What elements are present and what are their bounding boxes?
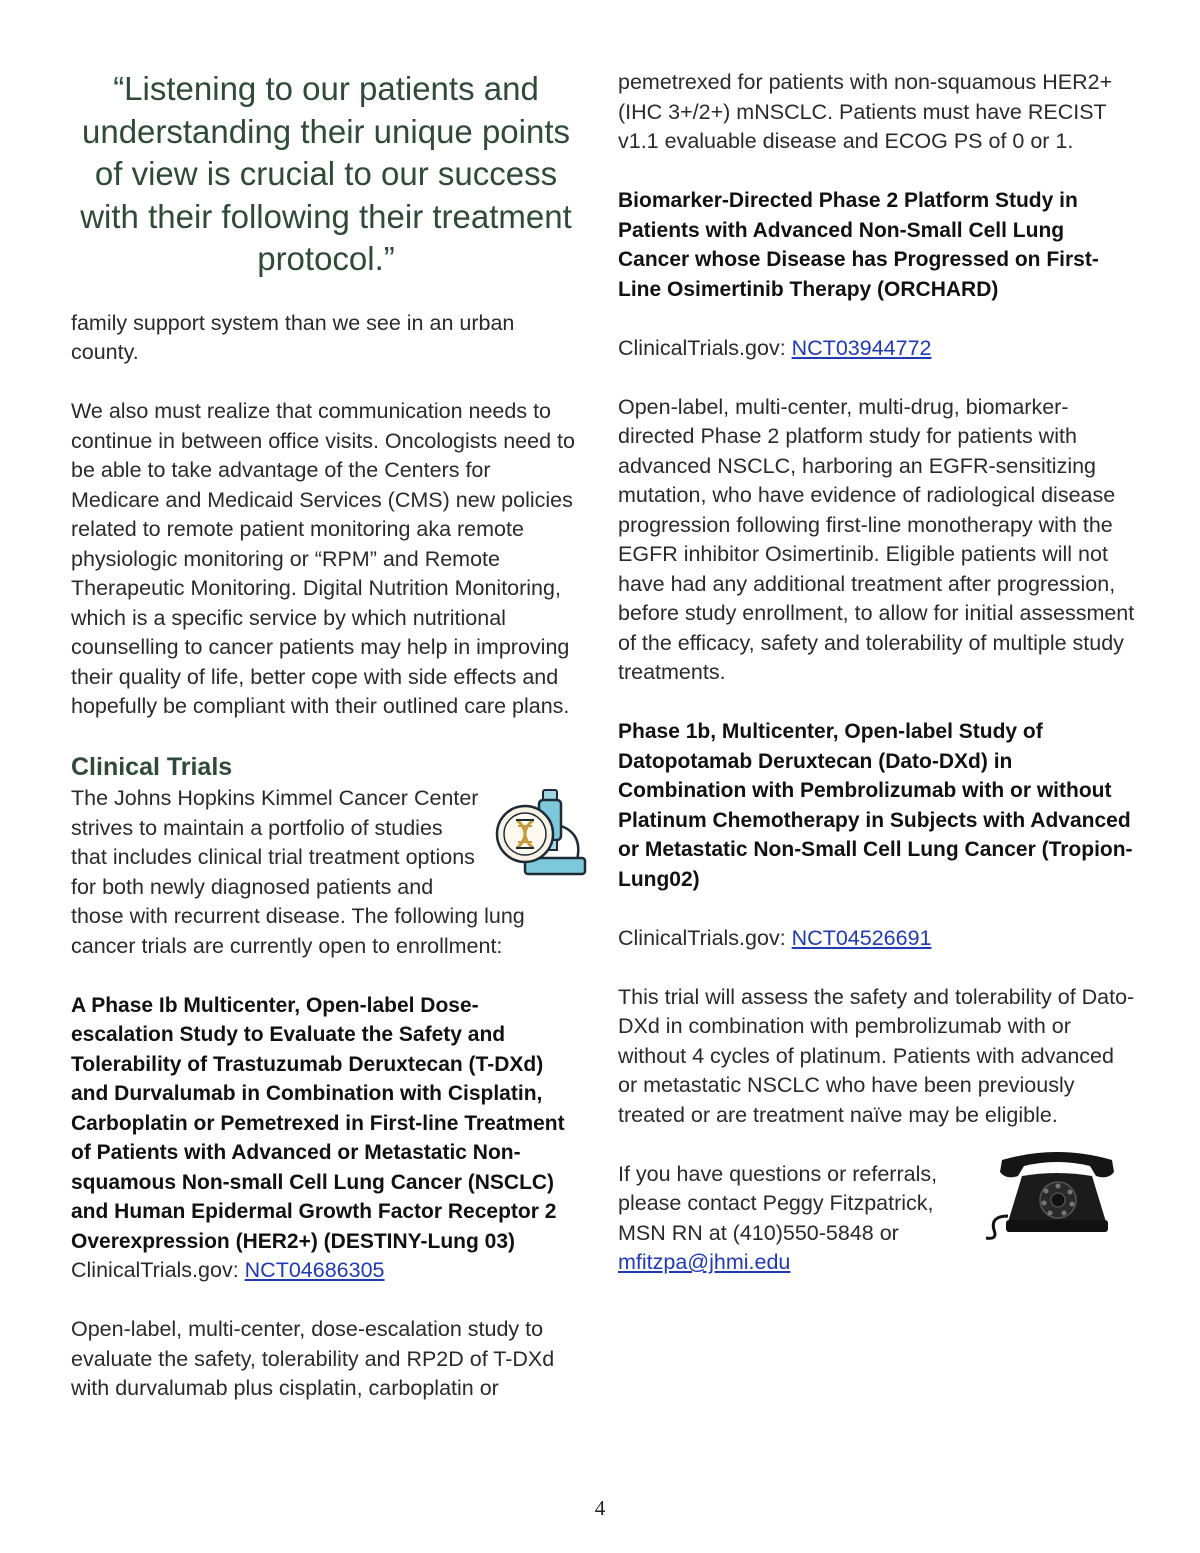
trial1-registry-label: ClinicalTrials.gov: [71, 1258, 245, 1282]
clinical-trials-heading: Clinical Trials [71, 753, 233, 781]
trials-intro: The Johns Hopkins Kimmel Cancer Center strives to maintain a portfolio of studies that includes clinical trial treatment options for both newly diagnosed patients and those with recurrent disease. The following lung cancer trials are currently open to enrollment: [71, 786, 525, 958]
contact-line-2: please contact Peggy Fitzpatrick, [618, 1191, 934, 1215]
trial1-link[interactable]: NCT04686305 [244, 1258, 385, 1282]
trial1-description-continued: pemetrexed for patients with non-squamous HER2+ (IHC 3+/2+) mNSCLC. Patients must have RECIST v1.1 evaluable disease and ECOG PS of 0 or 1. [618, 70, 1113, 153]
page-number: 4 [594, 1496, 606, 1520]
pull-quote: “Listening to our patients and understanding their unique points of view is crucial to our success with their following their treatment protocol.” [80, 70, 572, 277]
trial1-registry [71, 1256, 581, 1286]
trial3-link[interactable]: NCT04526691 [791, 925, 932, 950]
contact-line-3: MSN RN at (410)550-5848 or [618, 1220, 899, 1245]
right-column [618, 68, 1138, 1278]
contact-block [618, 1160, 1138, 1278]
trial2-link[interactable]: NCT03944772 [791, 335, 932, 360]
trial3-registry [618, 924, 1138, 954]
trials-intro-block [71, 784, 581, 961]
trial2-registry-label: ClinicalTrials.gov: [618, 335, 792, 360]
microscope-dna-icon [491, 786, 587, 882]
trial1-title: A Phase Ib Multicenter, Open-label Dose-escalation Study to Evaluate the Safety and Tolerability of Trastuzumab Deruxtecan (T-DXd) and Durvalumab in Combination with Cisplatin, Carboplatin or Pemetrexed in First-line Treatment of Patients with Advanced or Metastatic Non-squamous Non-small Cell Lung Cancer (NSCLC) and Human Epidermal Growth Factor Receptor 2 Overexpression (HER2+) (DESTINY-Lung 03) [71, 993, 565, 1253]
contact-line-1: If you have questions or referrals, [618, 1161, 938, 1186]
left-column [71, 68, 581, 1404]
trial3-registry-label: ClinicalTrials.gov: [618, 925, 792, 950]
trial2-title: Biomarker-Directed Phase 2 Platform Study in Patients with Advanced Non-Small Cell Lung Cancer whose Disease has Progressed on First-Line Osimertinib Therapy (ORCHARD) [618, 189, 1099, 301]
paragraph-family-support: family support system than we see in an urban county. [71, 310, 515, 364]
trial3-description: This trial will assess the safety and tolerability of Dato-DXd in combination with pembrolizumab with or without 4 cycles of platinum. Patients with advanced or metastatic NSCLC who have been previously treated or are treatment naïve may be eligible. [618, 984, 1135, 1127]
trial2-description: Open-label, multi-center, multi-drug, biomarker-directed Phase 2 platform study for patients with advanced NSCLC, harboring an EGFR-sensitizing mutation, who have evidence of radiological disease progression following first-line monotherapy with the EGFR inhibitor Osimertinib. Eligible patients will not have had any additional treatment after progression, before study enrollment, to allow for initial assessment of the efficacy, safety and tolerability of multiple study treatments. [618, 394, 1135, 684]
contact-email-line [618, 1248, 958, 1278]
trial2-registry [618, 334, 1138, 364]
contact-email-link[interactable]: mfitzpa@jhmi.edu [618, 1250, 791, 1274]
rotary-telephone-icon [984, 1146, 1130, 1242]
trial1-description: Open-label, multi-center, dose-escalation study to evaluate the safety, tolerability and RP2D of T-DXd with durvalumab plus cisplatin, carboplatin or [71, 1317, 555, 1400]
trial3-title: Phase 1b, Multicenter, Open-label Study of Datopotamab Deruxtecan (Dato-DXd) in Combination with Pembrolizumab with or without Platinum Chemotherapy in Subjects with Advanced or Metastatic Non-Small Cell Lung Cancer (Tropion-Lung02) [618, 720, 1133, 891]
paragraph-communication: We also must realize that communication needs to continue in between office visits. Oncologists need to be able to take advantage of the Centers for Medicare and Medicaid Services (CMS) new policies related to remote patient monitoring aka remote physiologic monitoring or “RPM” and Remote Therapeutic Monitoring. Digital Nutrition Monitoring, which is a specific service by which nutritional counselling to cancer patients may help in improving their quality of life, better cope with side effects and hopefully be compliant with their outlined care plans. [71, 399, 575, 718]
